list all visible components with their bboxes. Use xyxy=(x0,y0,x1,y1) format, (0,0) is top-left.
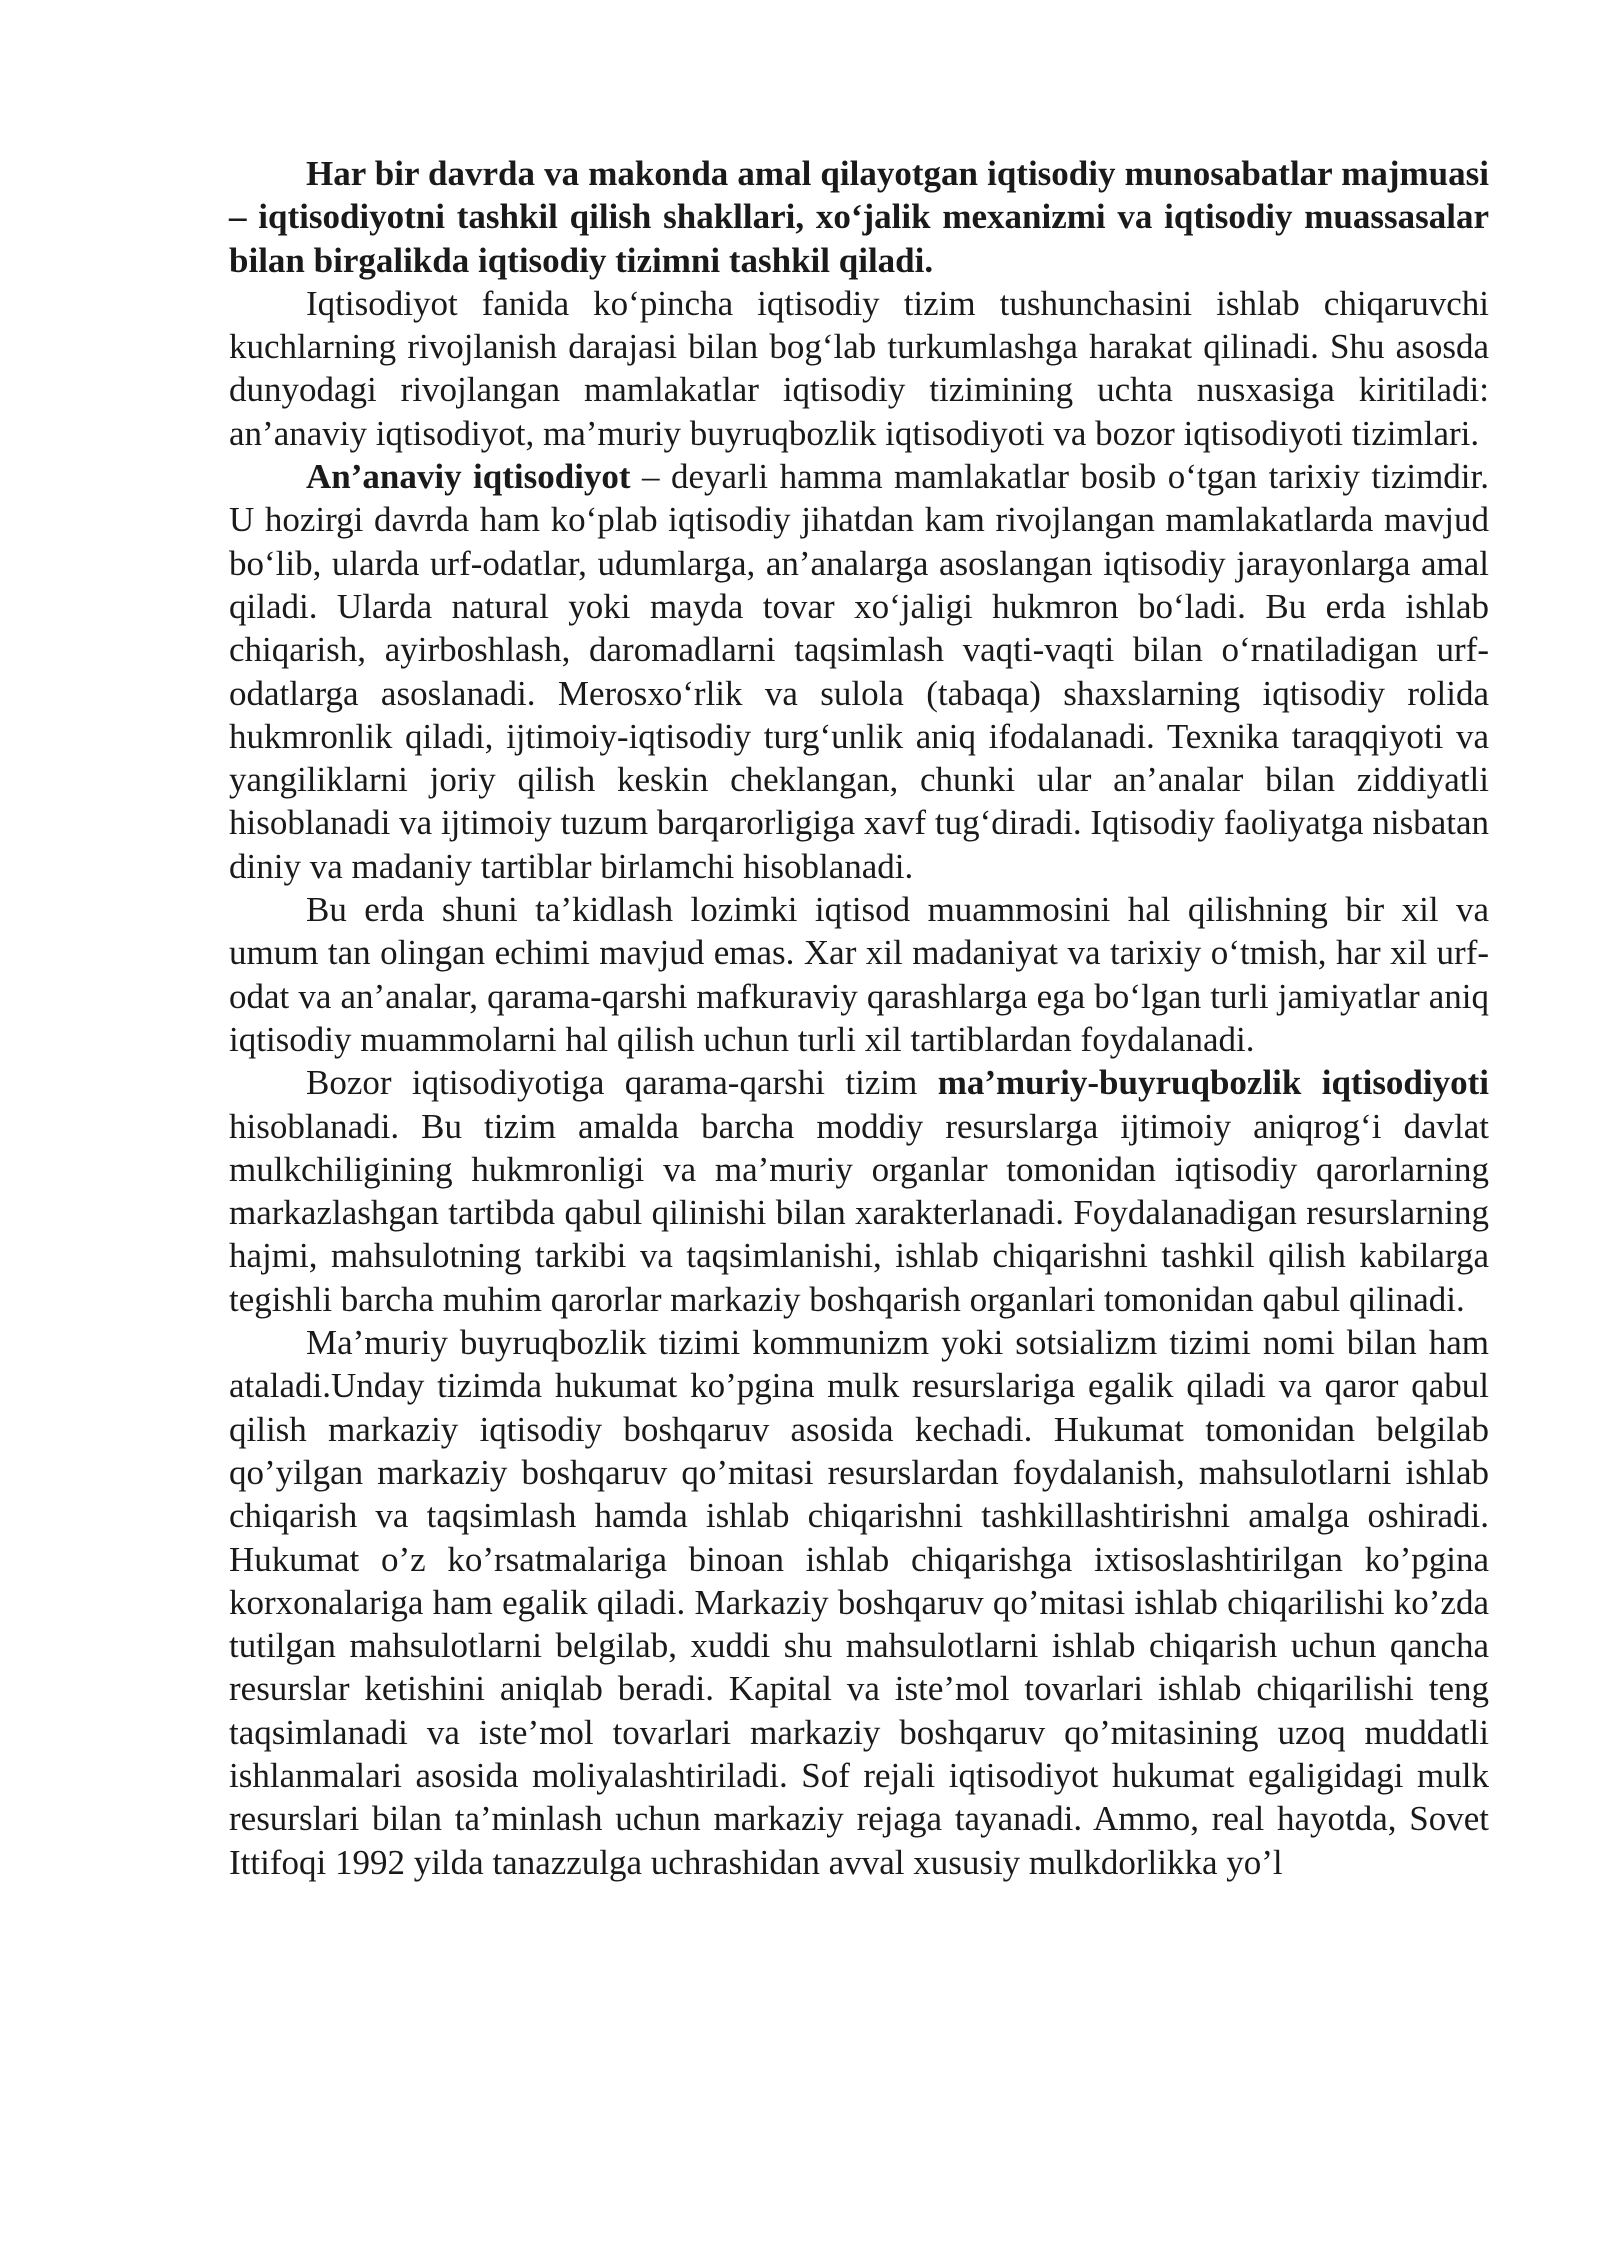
paragraph-intro-definition: Har bir davrda va makonda amal qilayotgan iqtisodiy munosabatlar majmuasi – iqtisodiyotni tashkil qilish shakllari, xo‘jalik mexanizmi va iqtisodiy muassasalar bilan birgalikda iqtisodiy tizimni tashkil qiladi. xyxy=(229,154,1489,280)
paragraph-economic-system-classification: Iqtisodiyot fanida ko‘pincha iqtisodiy tizim tushunchasini ishlab chiqaruvchi kuchlarning rivojlanish darajasi bilan bog‘lab turkumlashga harakat qilinadi. Shu asosda dunyodagi rivojlangan mamlakatlar iqtisodiy tizimining uchta nusxasiga kiritiladi: an’anaviy iqtisodiyot, ma’muriy buyruqbozlik iqtisodiyoti va bozor iqtisodiyoti tizimlari. xyxy=(229,283,1489,453)
document-page xyxy=(229,152,1489,1884)
paragraph-command-economy xyxy=(229,1061,1489,1321)
paragraph-traditional-economy xyxy=(229,455,1489,888)
paragraph-traditional-economy-text: – deyarli hamma mamlakatlar bosib o‘tgan tarixiy tizimdir. U hozirgi davrda ham ko‘plab iqtisodiy jihatdan kam rivojlangan mamlakatlarda mavjud bo‘lib, ularda urf-odatlar, udumlarga, an’analarga asoslangan iqtisodiy jarayonlarga amal qiladi. Ularda natural yoki mayda tovar xo‘jaligi hukmron bo‘ladi. Bu erda ishlab chiqarish, ayirboshlash, daromadlarni taqsimlash vaqti-vaqti bilan o‘rnatiladigan urf-odatlarga asoslanadi. Merosxo‘rlik va sulola (tabaqa) shaxslarning iqtisodiy rolida hukmronlik qiladi, ijtimoiy-iqtisodiy turg‘unlik aniq ifodalanadi. Texnika taraqqiyoti va yangiliklarni joriy qilish keskin cheklangan, chunki ular an’analar bilan ziddiyatli hisoblanadi va ijtimoiy tuzum barqarorligiga xavf tug‘diradi. Iqtisodiy faoliyatga nisbatan diniy va madaniy tartiblar birlamchi hisoblanadi. xyxy=(229,457,1490,886)
paragraph-no-single-solution: Bu erda shuni ta’kidlash lozimki iqtisod muammosini hal qilishning bir xil va umum tan olingan echimi mavjud emas. Xar xil madaniyat va tarixiy o‘tmish, har xil urf-odat va an’analar, qarama-qarshi mafkuraviy qarashlarga ega bo‘lgan turli jamiyatlar aniq iqtisodiy muammolarni hal qilish uchun turli xil tartiblardan foydalanadi. xyxy=(229,890,1489,1059)
term-command-economy: ma’muriy-buyruqbozlik iqtisodiyoti xyxy=(937,1063,1490,1103)
paragraph-command-economy-text: hisoblanadi. Bu tizim amalda barcha moddiy resurslarga ijtimoiy aniqrog‘i davlat mulkchiligining hukmronligi va ma’muriy organlar tomonidan iqtisodiy qarorlarning markazlashgan tartibda qabul qilinishi bilan xarakterlanadi. Foydalanadigan resurslarning hajmi, mahsulotning tarkibi va taqsimlanishi, ishlab chiqarishni tashkil qilish kabilarga tegishli barcha muhim qarorlar markaziy boshqarish organlari tomonidan qabul qilinadi. xyxy=(229,1106,1489,1319)
paragraph-command-economy-lead: Bozor iqtisodiyotiga qarama-qarshi tizim xyxy=(306,1063,938,1103)
paragraph-command-system-details: Ma’muriy buyruqbozlik tizimi kommunizm yoki sotsializm tizimi nomi bilan ham ataladi.Unday tizimda hukumat ko’pgina mulk resurslariga egalik qiladi va qaror qabul qilish markaziy iqtisodiy boshqaruv asosida kechadi. Hukumat tomonidan belgilab qo’yilgan markaziy boshqaruv qo’mitasi resurslardan foydalanish, mahsulotlarni ishlab chiqarish va taqsimlash hamda ishlab chiqarishni tashkillashtirishni amalga oshiradi. Hukumat o’z ko’rsatmalariga binoan ishlab chiqarishga ixtisoslashtirilgan ko’pgina korxonalariga ham egalik qiladi. Markaziy boshqaruv qo’mitasi ishlab chiqarilishi ko’zda tutilgan mahsulotlarni belgilab, xuddi shu mahsulotlarni ishlab chiqarish uchun qancha resurslar ketishini aniqlab beradi. Kapital va iste’mol tovarlari ishlab chiqarilishi teng taqsimlanadi va iste’mol tovarlari markaziy boshqaruv qo’mitasining uzoq muddatli ishlanmalari asosida moliyalashtiriladi. Sof rejali iqtisodiyot hukumat egaligidagi mulk resurslari bilan ta’minlash uchun markaziy rejaga tayanadi. Ammo, real hayotda, Sovet Ittifoqi 1992 yilda tanazzulga uchrashidan avval xususiy mulkdorlikka yo’l xyxy=(229,1323,1489,1882)
term-traditional-economy: An’anaviy iqtisodiyot xyxy=(306,457,631,497)
